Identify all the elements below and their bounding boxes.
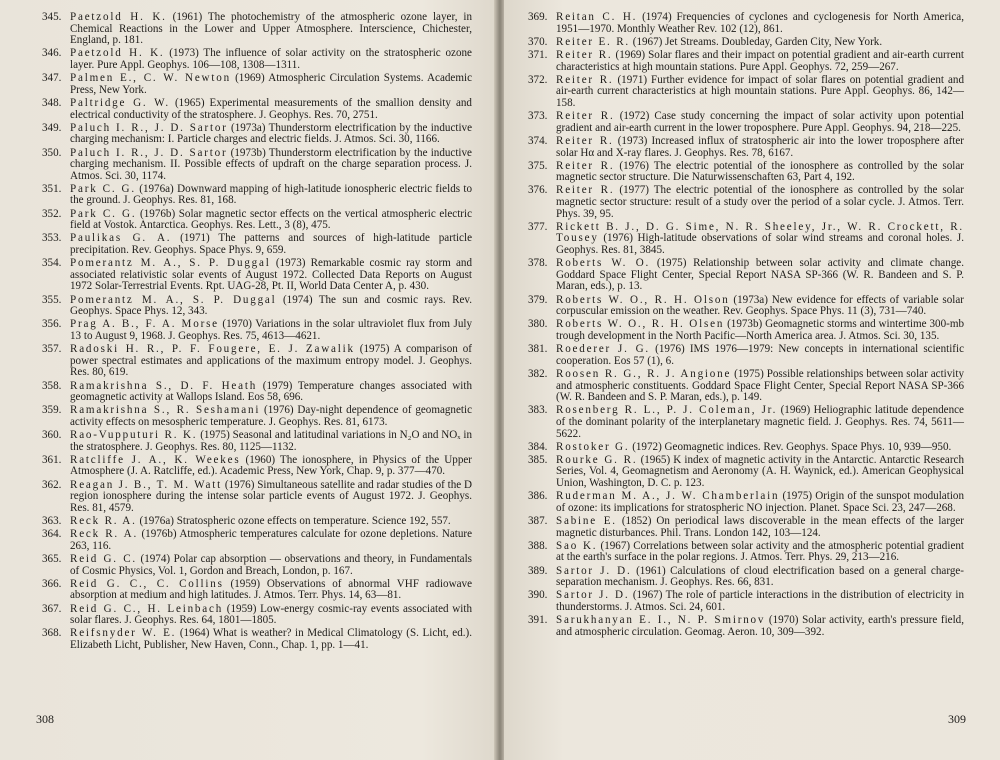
reference-text [70, 258, 472, 293]
reference-text [70, 184, 472, 207]
reference-number: 378. [528, 257, 548, 270]
reference-citation: (1961) Calculations of cloud electrification based on a general charge-separation mechanism. J. Geophys. Res. 66, 831. [556, 564, 964, 589]
reference-entry [528, 455, 964, 490]
reference-entry [528, 12, 964, 35]
reference-author: Sao K. [556, 539, 598, 552]
reference-number: 388. [528, 539, 548, 552]
reference-author: Ratcliffe J. A., K. Weekes [70, 453, 241, 466]
reference-author: Radoski H. R., P. F. Fougere, E. J. Zawalik [70, 343, 355, 356]
reference-number: 387. [528, 515, 548, 528]
reference-citation: (1970) Variations in the solar ultraviolet flux from July 13 to August 9, 1968. J. Geophys. Res. 75, 4613—4621. [70, 318, 472, 342]
reference-entry [42, 233, 472, 256]
reference-citation: (1973b) Thunderstorm electrification by the inductive charging mechanism. II. Possible effects of updraft on the charge separation process. J. Atmos. Sci. 30, 1174. [70, 146, 472, 182]
reference-entry [42, 344, 472, 379]
reference-number: 363. [42, 515, 62, 528]
reference-number: 371. [528, 48, 548, 61]
reference-number: 352. [42, 207, 62, 220]
reference-author: Reiter R. [556, 134, 614, 147]
reference-text [556, 590, 964, 613]
reference-author: Prag A. B., F. A. Morse [70, 318, 219, 331]
reference-entry [528, 516, 964, 539]
reference-entry [528, 258, 964, 293]
reference-entry [528, 405, 964, 440]
reference-text [70, 529, 472, 552]
reference-author: Roberts W. O., R. H. Olsen [556, 318, 725, 331]
reference-author: Sarukhanyan E. I., N. P. Smirnov [556, 614, 766, 627]
reference-entry [42, 319, 472, 342]
reference-number: 350. [42, 146, 62, 159]
reference-citation: (1970) Solar activity, earth's pressure field, and atmospheric circulation. Geomag. Aeron. 10, 309—392. [556, 614, 964, 638]
reference-entry [528, 566, 964, 589]
reference-citation: (1971) The patterns and sources of high-latitude particle precipitation. Rev. Geophys. Space Phys. 9, 659. [70, 232, 472, 257]
reference-entry [42, 554, 472, 577]
reference-author: Park C. G. [70, 207, 137, 220]
reference-text [70, 295, 472, 318]
reference-author: Roberts W. O. [556, 257, 651, 270]
reference-author: Paluch I. R., J. D. Sartor [70, 121, 228, 134]
reference-citation: (1974) Frequencies of cyclones and cyclogenesis for North America, 1951—1970. Monthly Weather Rev. 102 (12), 861. [556, 11, 964, 35]
reference-author: Reid G. C. [70, 553, 137, 565]
reference-text [556, 615, 964, 638]
reference-text [70, 209, 472, 232]
reference-number: 348. [42, 96, 62, 109]
reference-author: Rao-Vupputuri R. K. [70, 429, 198, 442]
reference-text [70, 554, 472, 577]
reference-entry [42, 405, 472, 428]
reference-citation: (1973b) Geomagnetic storms and wintertime 300-mb trough development in the North Pacific—North America area. J. Atmos. Sci. 30, 135. [556, 318, 964, 342]
reference-author: Rickett B. J., D. G. Sime, N. R. Sheeley, Jr., W. R. Crockett, R. Tousey [556, 220, 964, 245]
page-number: 308 [36, 712, 54, 726]
reference-number: 389. [528, 564, 548, 577]
reference-citation: (1976a) Downward mapping of high-latitude ionospheric electric fields to the ground. J. Geophys. Res. 81, 168. [70, 182, 472, 207]
reference-number: 377. [528, 220, 548, 233]
reference-entry [528, 136, 964, 159]
reference-citation: (1967) Correlations between solar activity and the atmospheric potential gradient at the earth's surface in the polar regions. J. Atmos. Terr. Phys. 29, 213—216. [556, 539, 964, 564]
reference-citation: (1975) Origin of the sunspot modulation of ozone: its implications for stratospheric NO injection. Planet. Space Sci. 23, 247—268. [556, 490, 964, 514]
reference-author: Sartor J. D. [556, 564, 632, 577]
reference-author: Rourke G. R. [556, 453, 638, 466]
reference-text [70, 344, 472, 379]
reference-entry [42, 604, 472, 627]
reference-number: 386. [528, 490, 548, 503]
reference-citation: (1973) Remarkable cosmic ray storm and associated relativistic solar events of August 1972. Collected Data Reports on August 1972 Solar-Terrestrial Events. Rpt. UAG-28, Pt. II, World Data Center A, p. 430. [70, 257, 473, 293]
reference-citation: (1960) The ionosphere, in Physics of the Upper Atmosphere (J. A. Ratcliffe, ed.). Academic Press, New York, Chap. 9, p. 377—470. [70, 453, 472, 478]
reference-number: 360. [42, 429, 62, 442]
reference-text [556, 185, 964, 220]
reference-number: 382. [528, 367, 548, 380]
reference-entry [42, 258, 472, 293]
reference-text [556, 405, 964, 440]
reference-entry [42, 148, 472, 183]
reference-author: Reifsnyder W. E. [70, 627, 177, 640]
reference-text [556, 541, 964, 564]
reference-citation: (1969) Heliographic latitude dependence of the dominant polarity of the interplanetary magnetic field. J. Geophys. Res. 74, 5611—5622. [556, 404, 964, 440]
reference-author: Reiter R. [556, 159, 615, 172]
reference-citation: (1973a) Thunderstorm electrification by the inductive charging mechanism: I. Particle charges and electric fields. J. Atmos. Sci. 30, 1166. [70, 121, 472, 146]
reference-number: 390. [528, 589, 548, 602]
reference-citation: (1967) The role of particle interactions in the distribution of electricity in thunderstorms. J. Atmos. Sci. 24, 601. [556, 589, 964, 613]
reference-text [556, 369, 964, 404]
reference-text [556, 258, 964, 293]
reference-number: 376. [528, 184, 548, 197]
reference-citation: (1979) Temperature changes associated with geomagnetic activity at Wallops Island. Eos 58, 696. [70, 379, 472, 404]
reference-entry [42, 295, 472, 318]
reference-entry [42, 480, 472, 515]
reference-author: Paetzold H. K. [70, 47, 165, 60]
reference-citation: (1976b) Solar magnetic sector effects on the vertical atmospheric electric field at Vostok. Antarctica. Geophys. Res. Lett., 3 (8), 475. [70, 207, 473, 232]
reference-author: Reiter R. [556, 184, 615, 197]
reference-text [556, 222, 964, 257]
page-number: 309 [948, 712, 966, 726]
reference-number: 370. [528, 35, 548, 48]
reference-citation: (1974) The sun and cosmic rays. Rev. Geophys. Space Phys. 12, 343. [70, 293, 472, 318]
reference-entry [528, 111, 964, 134]
reference-entry [528, 222, 964, 257]
reference-entry [528, 295, 964, 318]
reference-entry [528, 50, 964, 73]
reference-number: 381. [528, 343, 548, 356]
reference-citation: (1959) Low-energy cosmic-ray events associated with solar flares. J. Geophys. Res. 64, 1801—1805. [70, 602, 472, 627]
reference-number: 385. [528, 453, 548, 466]
reference-author: Reid G. C., C. Collins [70, 577, 224, 590]
reference-citation: (1975) Seasonal and latitudinal variations in N₂O and NOₓ in the stratosphere. J. Geophys. Res. 80, 1125—1132. [70, 429, 472, 453]
reference-citation: (1965) K index of magnetic activity in the Antarctic. Antarctic Research Series, Vol. 4, Geomagnetism and Aeronomy (A. H. Waynick, ed.). American Geophysical Union, Washington, D. C. p. 123. [556, 453, 965, 490]
reference-entry [528, 319, 964, 342]
reference-number: 357. [42, 343, 62, 356]
reference-author: Paluch I. R., J. D. Sartor [70, 146, 228, 159]
reference-text [70, 516, 472, 528]
reference-text [70, 123, 472, 146]
reference-text [556, 516, 964, 539]
reference-author: Paetzold H. K. [70, 11, 167, 23]
reference-text [556, 111, 964, 134]
reference-citation: (1976a) Stratospheric ozone effects on temperature. Science 192, 557. [136, 515, 451, 528]
reference-text [70, 579, 472, 602]
reference-citation: (1975) Relationship between solar activity and climate change. Goddard Space Flight Center, Special Report NASA SP-366 (W. R. Bandeen and S. P. Maran, eds.), p. 13. [556, 257, 964, 293]
reference-entry [42, 529, 472, 552]
reference-number: 345. [42, 11, 62, 23]
reference-citation: (1976) Day-night dependence of geomagnetic activity effects on mesospheric temperature. J. Geophys. Res. 81, 6173. [70, 404, 472, 428]
reference-entry [528, 541, 964, 564]
reference-number: 359. [42, 404, 62, 417]
reference-text [556, 319, 964, 342]
reference-number: 353. [42, 232, 62, 245]
reference-number: 362. [42, 478, 62, 491]
reference-citation: (1969) Solar flares and their impact on potential gradient and air-earth current characteristics at high mountain stations. Pure Appl. Geophys. 72, 259—267. [556, 48, 964, 73]
reference-citation: (1976) IMS 1976—1979: New concepts in international scientific cooperation. Eos 57 (1), 6. [556, 343, 965, 367]
reference-entry [528, 37, 964, 49]
reference-entry [42, 123, 472, 146]
reference-text [70, 604, 472, 627]
reference-author: Reiter R. [556, 110, 615, 123]
reference-entry [528, 442, 964, 454]
reference-text [70, 12, 472, 47]
reference-text [556, 491, 964, 514]
reference-entry [528, 75, 964, 110]
reference-text [70, 381, 472, 404]
reference-citation: (1959) Observations of abnormal VHF radiowave absorption at medium and high latitudes. J. Atmos. Terr. Phys. 14, 63—81. [70, 577, 472, 602]
reference-entry [42, 98, 472, 121]
reference-author: Reitan C. H. [556, 11, 638, 23]
reference-number: 364. [42, 528, 62, 541]
reference-author: Paltridge G. W. [70, 96, 170, 109]
reference-number: 374. [528, 134, 548, 147]
reference-number: 380. [528, 318, 548, 331]
reference-text [70, 148, 472, 183]
reference-list [528, 12, 964, 640]
reference-author: Reiter E. R. [556, 35, 630, 48]
reference-text [556, 566, 964, 589]
reference-author: Park C. G. [70, 182, 136, 195]
reference-number: 365. [42, 553, 62, 565]
reference-text [556, 37, 964, 49]
reference-text [70, 455, 472, 478]
reference-entry [42, 430, 472, 453]
reference-entry [42, 455, 472, 478]
reference-text [556, 344, 964, 367]
reference-number: 351. [42, 182, 62, 195]
reference-text [70, 319, 472, 342]
reference-text [70, 73, 472, 96]
reference-citation: (1976) High-latitude observations of solar wind streams and coronal holes. J. Geophys. Res. 81, 3845. [556, 232, 964, 257]
reference-author: Pomerantz M. A., S. P. Duggal [70, 293, 277, 306]
reference-author: Reck R. A. [70, 515, 137, 528]
reference-number: 368. [42, 627, 62, 640]
reference-number: 391. [528, 614, 548, 627]
reference-text [556, 295, 964, 318]
reference-author: Reiter R. [556, 73, 614, 86]
reference-entry [42, 48, 472, 71]
reference-text [556, 50, 964, 73]
reference-number: 349. [42, 121, 62, 134]
reference-text [70, 430, 472, 453]
reference-author: Ramakrishna S., R. Seshamani [70, 404, 261, 417]
reference-citation: (1973a) New evidence for effects of variable solar corpuscular emission on the weather. Rev. Geophys. Space Phys. 11 (3), 731—740. [556, 293, 964, 318]
reference-citation: (1852) On periodical laws discoverable in the mean effects of the larger magnetic disturbances. Phil. Trans. London 142, 103—124. [556, 515, 964, 539]
reference-citation: (1975) Possible relationships between solar activity and atmospheric constituents. Goddard Space Flight Center, Special Report NASA SP-366 (W. R. Bandeen and S. P. Maran, eds.), p. 149. [556, 367, 964, 404]
reference-entry [42, 579, 472, 602]
reference-citation: (1973) Increased influx of stratospheric air into the lower troposphere after solar Hα and X-ray flares. J. Geophys. Res. 78, 6167. [556, 134, 964, 159]
reference-number: 356. [42, 318, 62, 331]
reference-citation: (1972) Geomagnetic indices. Rev. Geophys. Space Phys. 10, 939—950. [629, 440, 952, 453]
reference-number: 375. [528, 159, 548, 172]
reference-citation: (1961) The photochemistry of the atmospheric ozone layer, in Chemical Reactions in the Lower and Upper Atmosphere. Interscience, Chichester, England, p. 181. [70, 11, 472, 47]
reference-text [556, 455, 964, 490]
reference-author: Pomerantz M. A., S. P. Duggal [70, 257, 271, 270]
reference-text [556, 161, 964, 184]
reference-author: Reiter R. [556, 48, 613, 61]
reference-author: Paulikas G. A. [70, 232, 172, 245]
reference-citation: (1964) What is weather? in Medical Climatology (S. Licht, ed.). Elizabeth Licht, Publisher, New Haven, Conn., Chap. 1, pp. 1—41. [70, 627, 472, 651]
reference-citation: (1971) Further evidence for impact of solar flares on potential gradient and air-earth current characteristics at high mountain stations. Pure Appl. Geophys. 86, 142—158. [556, 73, 964, 109]
reference-entry [528, 491, 964, 514]
reference-number: 372. [528, 73, 548, 86]
reference-text [556, 136, 964, 159]
reference-entry [42, 73, 472, 96]
reference-author: Ramakrishna S., D. F. Heath [70, 379, 258, 392]
reference-author: Roederer J. G. [556, 343, 650, 356]
reference-author: Roberts W. O., R. H. Olson [556, 293, 730, 306]
reference-number: 384. [528, 440, 548, 453]
reference-text [70, 233, 472, 256]
reference-text [70, 405, 472, 428]
reference-text [70, 48, 472, 71]
reference-text [556, 75, 964, 110]
reference-author: Reid G. C., H. Leinbach [70, 602, 224, 615]
reference-author: Reagan J. B., T. M. Watt [70, 478, 223, 491]
reference-author: Rostoker G. [556, 440, 630, 453]
reference-entry [42, 184, 472, 207]
reference-number: 354. [42, 257, 62, 270]
reference-number: 347. [42, 72, 62, 85]
reference-entry [528, 369, 964, 404]
reference-number: 358. [42, 379, 62, 392]
reference-entry [528, 161, 964, 184]
reference-number: 373. [528, 110, 548, 123]
reference-citation: (1969) Atmospheric Circulation Systems. Academic Press, New York. [70, 72, 472, 96]
reference-text [70, 480, 472, 515]
reference-entry [42, 209, 472, 232]
reference-number: 355. [42, 293, 62, 306]
reference-number: 361. [42, 453, 62, 466]
reference-citation: (1975) A comparison of power spectral estimates and applications of the maximum entropy model. J. Geophys. Res. 80, 619. [70, 343, 472, 379]
reference-entry [42, 628, 472, 651]
reference-citation: (1976) The electric potential of the ionosphere as controlled by the solar magnetic sector structure. Die Naturwissenschaften 63, Part 4, 192. [556, 159, 964, 184]
reference-citation: (1967) Jet Streams. Doubleday, Garden City, New York. [629, 35, 883, 48]
reference-entry [528, 590, 964, 613]
reference-author: Sartor J. D. [556, 589, 630, 602]
reference-number: 366. [42, 577, 62, 590]
reference-entry [42, 516, 472, 528]
reference-text [556, 442, 964, 454]
reference-citation: (1965) Experimental measurements of the smallion density and electrical conductivity of the stratosphere. J. Geophys. Res. 70, 2751. [70, 96, 472, 121]
reference-number: 383. [528, 404, 548, 417]
reference-author: Ruderman M. A., J. W. Chamberlain [556, 490, 780, 503]
reference-number: 346. [42, 47, 62, 60]
reference-author: Palmen E., C. W. Newton [70, 72, 231, 85]
reference-citation: (1974) Polar cap absorption — observations and theory, in Fundamentals of Cosmic Physics, Vol. 1, Gordon and Breach, London, p. 167. [70, 553, 472, 577]
reference-author: Sabine E. [556, 515, 617, 528]
reference-text [556, 12, 964, 35]
reference-citation: (1972) Case study concerning the impact of solar activity upon potential gradient and air-earth current in the lower troposphere. Pure Appl. Geophys. 94, 218—225. [556, 110, 964, 134]
reference-citation: (1976) Simultaneous satellite and radar studies of the D region ionosphere during the intense solar particle events of August 1972. J. Geophys. Res. 81, 4579. [70, 478, 472, 514]
reference-entry [528, 615, 964, 638]
reference-entry [42, 381, 472, 404]
reference-entry [528, 185, 964, 220]
reference-citation: (1977) The electric potential of the ionosphere as controlled by the solar magnetic sector structure: result of a study over the period of a solar cycle. J. Atmos. Terr. Phys. 39, 95. [556, 184, 964, 220]
reference-author: Rosenberg R. L., P. J. Coleman, Jr. [556, 404, 778, 417]
reference-author: Reck R. A. [70, 528, 139, 541]
reference-list [42, 12, 472, 653]
reference-entry [528, 344, 964, 367]
reference-number: 369. [528, 11, 548, 23]
reference-number: 367. [42, 602, 62, 615]
reference-author: Roosen R. G., R. J. Angione [556, 367, 732, 380]
right-page [504, 0, 1000, 760]
left-page [0, 0, 496, 760]
reference-text [70, 98, 472, 121]
reference-text [70, 628, 472, 651]
reference-entry [42, 12, 472, 47]
reference-number: 379. [528, 293, 548, 306]
reference-citation: (1976b) Atmospheric temperatures calculate for ozone depletions. Nature 263, 116. [70, 528, 473, 552]
reference-citation: (1973) The influence of solar activity on the stratospheric ozone layer. Pure Appl. Geophys. 106—108, 1308—1311. [70, 47, 472, 71]
